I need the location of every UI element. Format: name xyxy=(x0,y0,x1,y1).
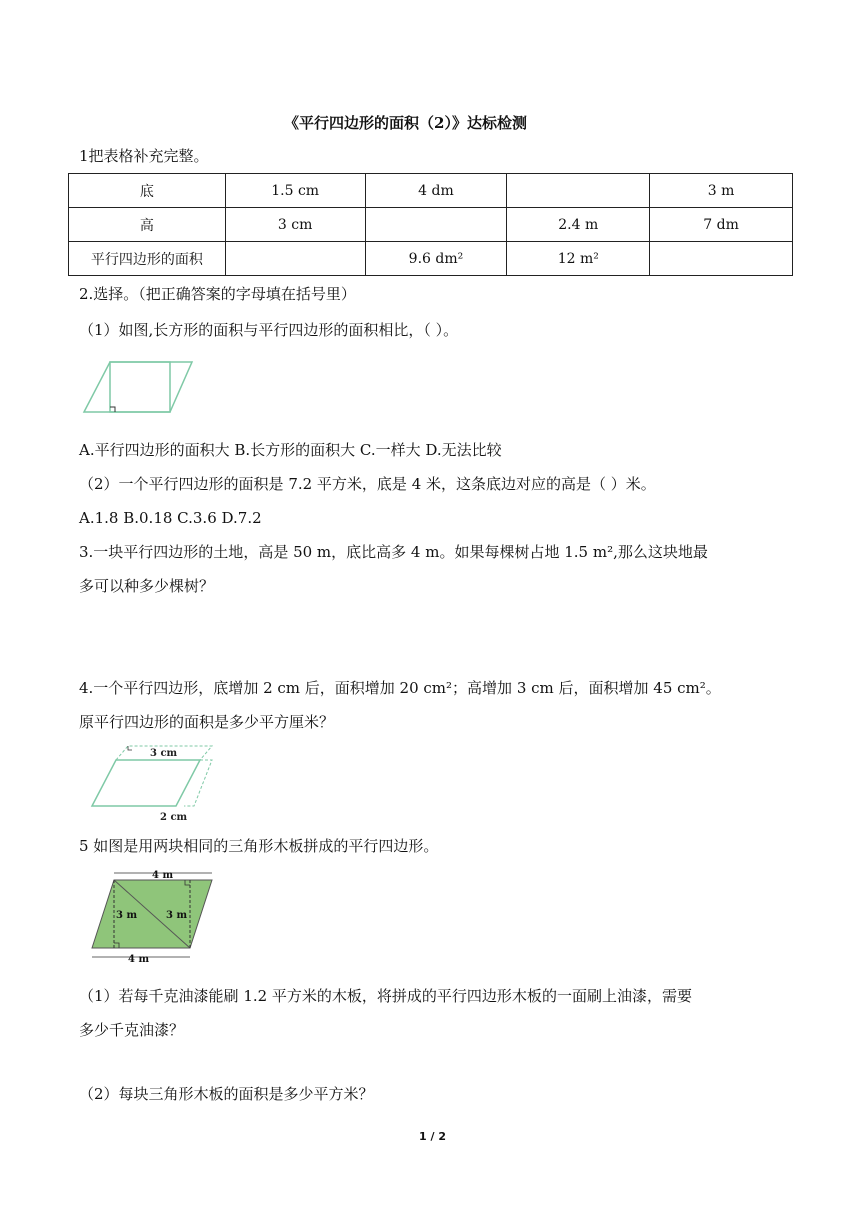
table-cell[interactable] xyxy=(365,208,507,242)
q4-line1: 4.一个平行四边形，底增加 2 cm 后，面积增加 20 cm²；高增加 3 cm 后，面积增加 45 cm²。 xyxy=(79,679,721,697)
q5-prompt: 5 如图是用两块相同的三角形木板拼成的平行四边形。 xyxy=(79,837,439,855)
q3-line1: 3.一块平行四边形的土地，高是 50 m，底比高多 4 m。如果每棵树占地 1.5 m²,那么这块地最 xyxy=(79,543,708,561)
fig-label-right: 3 m xyxy=(166,910,188,921)
table-cell: 12 m² xyxy=(507,242,650,276)
fig-label-2cm: 2 cm xyxy=(160,812,188,823)
fig-label-bottom: 4 m xyxy=(128,954,150,965)
fig-label-top: 4 m xyxy=(152,870,174,881)
table-cell[interactable] xyxy=(225,242,365,276)
table-row xyxy=(69,208,793,242)
page-title: 《平行四边形的面积（2）》达标检测 xyxy=(284,114,527,132)
table-cell: 2.4 m xyxy=(507,208,650,242)
q2-prompt: 2.选择。（把正确答案的字母填在括号里） xyxy=(79,285,356,303)
wooden-board-figure xyxy=(86,866,216,970)
table-cell: 9.6 dm² xyxy=(365,242,507,276)
page-number: 1 / 2 xyxy=(419,1130,446,1143)
table-cell: 底 xyxy=(69,174,226,208)
table-row xyxy=(69,242,793,276)
q2-sub1-options: A.平行四边形的面积大 B.长方形的面积大 C.一样大 D.无法比较 xyxy=(79,441,502,459)
table-cell: 3 cm xyxy=(225,208,365,242)
q5-sub2: （2）每块三角形木板的面积是多少平方米？ xyxy=(79,1085,374,1103)
q2-sub2: （2）一个平行四边形的面积是 7.2 平方米，底是 4 米，这条底边对应的高是（ ）米。 xyxy=(79,475,656,493)
table-cell: 3 m xyxy=(650,174,793,208)
table-cell: 高 xyxy=(69,208,226,242)
q2-sub2-options: A.1.8 B.0.18 C.3.6 D.7.2 xyxy=(79,509,262,527)
table-cell[interactable] xyxy=(650,242,793,276)
q5-sub1-line1: （1）若每千克油漆能刷 1.2 平方米的木板，将拼成的平行四边形木板的一面刷上油漆，需要 xyxy=(79,987,692,1005)
q4-line2: 原平行四边形的面积是多少平方厘米？ xyxy=(79,713,335,731)
q5-sub1-line2: 多少千克油漆？ xyxy=(79,1021,185,1039)
table-cell: 7 dm xyxy=(650,208,793,242)
fill-table xyxy=(68,173,793,276)
rectangle-parallelogram-figure xyxy=(78,356,198,420)
q2-sub1: （1）如图,长方形的面积与平行四边形的面积相比，（ ）。 xyxy=(79,321,459,339)
q3-line2: 多可以种多少棵树？ xyxy=(79,577,215,595)
table-row xyxy=(69,174,793,208)
fig-label-left: 3 m xyxy=(116,910,138,921)
table-cell: 1.5 cm xyxy=(225,174,365,208)
q1-prompt: 1把表格补充完整。 xyxy=(79,147,209,165)
fig-label-3cm: 3 cm xyxy=(150,748,178,759)
table-cell[interactable] xyxy=(507,174,650,208)
table-cell: 平行四边形的面积 xyxy=(69,242,226,276)
parallelogram-increase-figure xyxy=(88,740,218,824)
table-cell: 4 dm xyxy=(365,174,507,208)
